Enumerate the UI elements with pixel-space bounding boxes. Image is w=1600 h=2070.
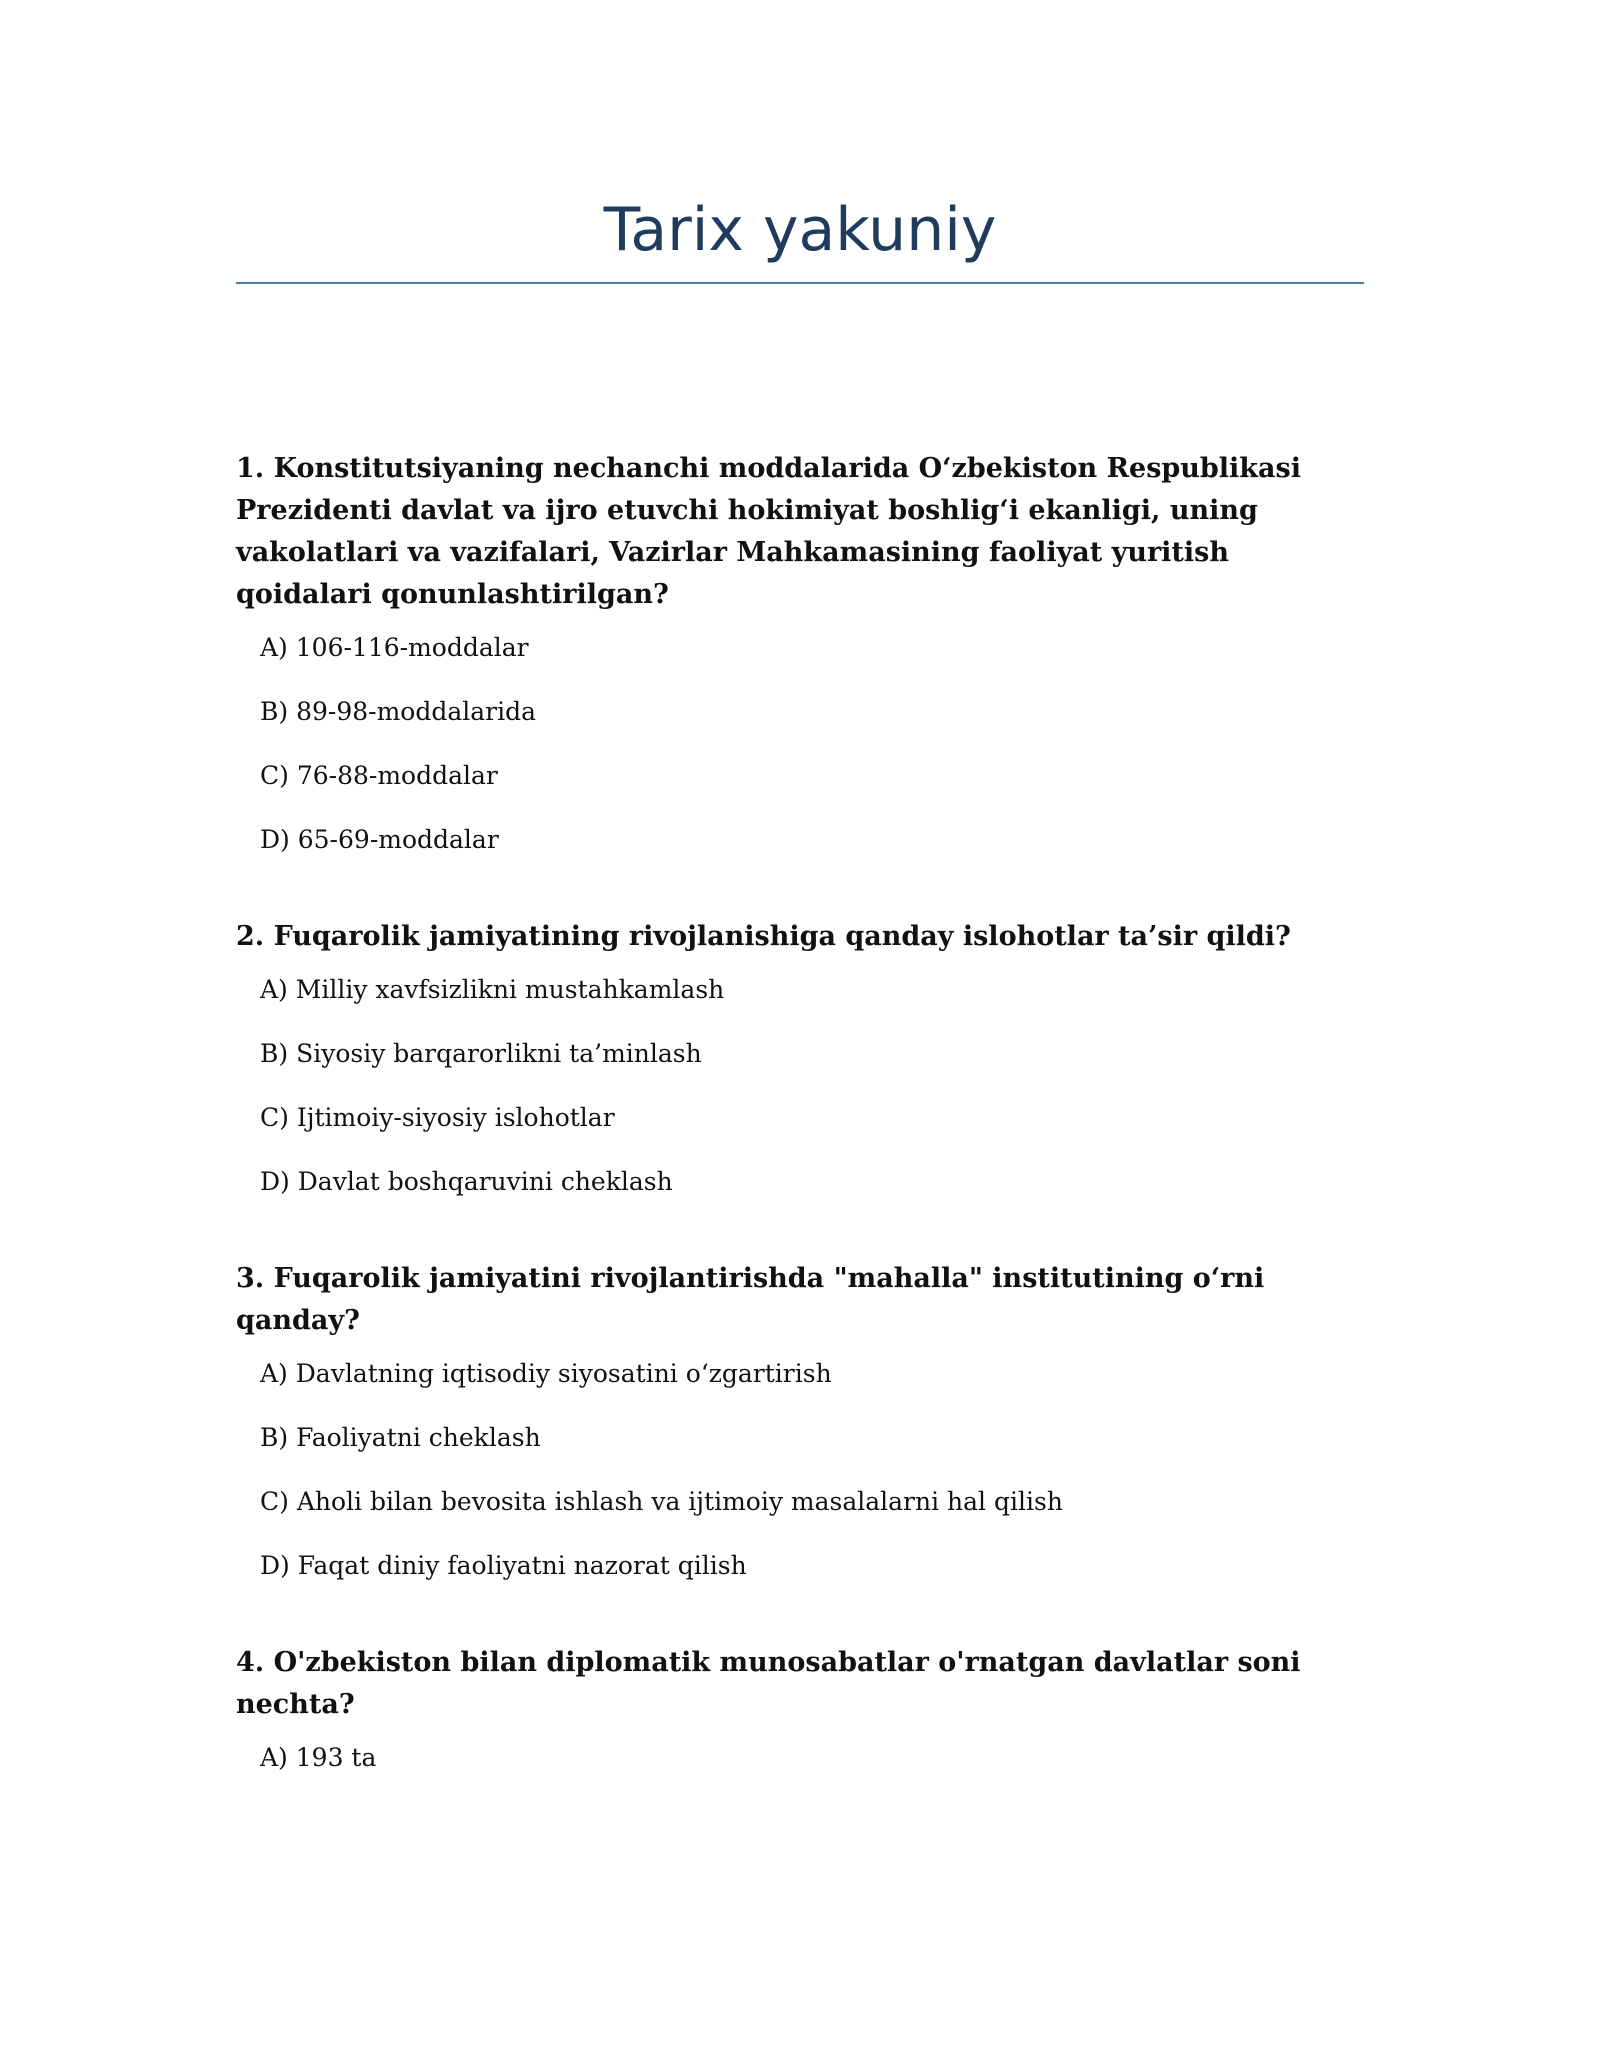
answer-option-a: A) 106-116-moddalar — [260, 633, 529, 662]
question-text: 1. Konstitutsiyaning nechanchi moddalarida O‘zbekiston Respublikasi Prezidenti davlat va ijro etuvchi hokimiyat boshlig‘i ekanligi, uning vakolatlari va vazifalari, Vazirlar Mahkamasining faoliyat yuritish qoidalari qonunlashtirilgan? — [236, 453, 1301, 610]
answer-options — [236, 1740, 1364, 1776]
answer-option-c: C) 76-88-moddalar — [260, 761, 498, 790]
answer-options — [236, 630, 1364, 858]
title-block — [236, 190, 1364, 284]
answer-options — [236, 1356, 1364, 1584]
question-text: 4. O'zbekiston bilan diplomatik munosabatlar o'rnatgan davlatlar soni nechta? — [236, 1647, 1301, 1720]
question-text: 3. Fuqarolik jamiyatini rivojlantirishda "mahalla" institutining o‘rni qanday? — [236, 1263, 1265, 1336]
answer-option-d: D) Davlat boshqaruvini cheklash — [260, 1167, 673, 1196]
page-title: Tarix yakuniy — [603, 195, 997, 265]
answer-option-d: D) 65-69-moddalar — [260, 825, 499, 854]
answer-option-d: D) Faqat diniy faoliyatni nazorat qilish — [260, 1551, 747, 1580]
answer-option-c: C) Ijtimoiy-siyosiy islohotlar — [260, 1103, 615, 1132]
title-underline — [236, 282, 1364, 284]
answer-option-a: A) 193 ta — [260, 1743, 377, 1772]
question-4 — [236, 1642, 1364, 1776]
answer-option-c: C) Aholi bilan bevosita ishlash va ijtimoiy masalalarni hal qilish — [260, 1487, 1063, 1516]
answer-option-b: B) Siyosiy barqarorlikni ta’minlash — [260, 1039, 702, 1068]
answer-option-a: A) Milliy xavfsizlikni mustahkamlash — [260, 975, 725, 1004]
question-3 — [236, 1258, 1364, 1584]
answer-option-b: B) Faoliyatni cheklash — [260, 1423, 541, 1452]
question-text: 2. Fuqarolik jamiyatining rivojlanishiga qanday islohotlar ta’sir qildi? — [236, 921, 1291, 952]
question-list — [236, 448, 1364, 1834]
answer-options — [236, 972, 1364, 1200]
question-2 — [236, 916, 1364, 1200]
question-1 — [236, 448, 1364, 858]
answer-option-b: B) 89-98-moddalarida — [260, 697, 537, 726]
answer-option-a: A) Davlatning iqtisodiy siyosatini o‘zgartirish — [260, 1359, 832, 1388]
